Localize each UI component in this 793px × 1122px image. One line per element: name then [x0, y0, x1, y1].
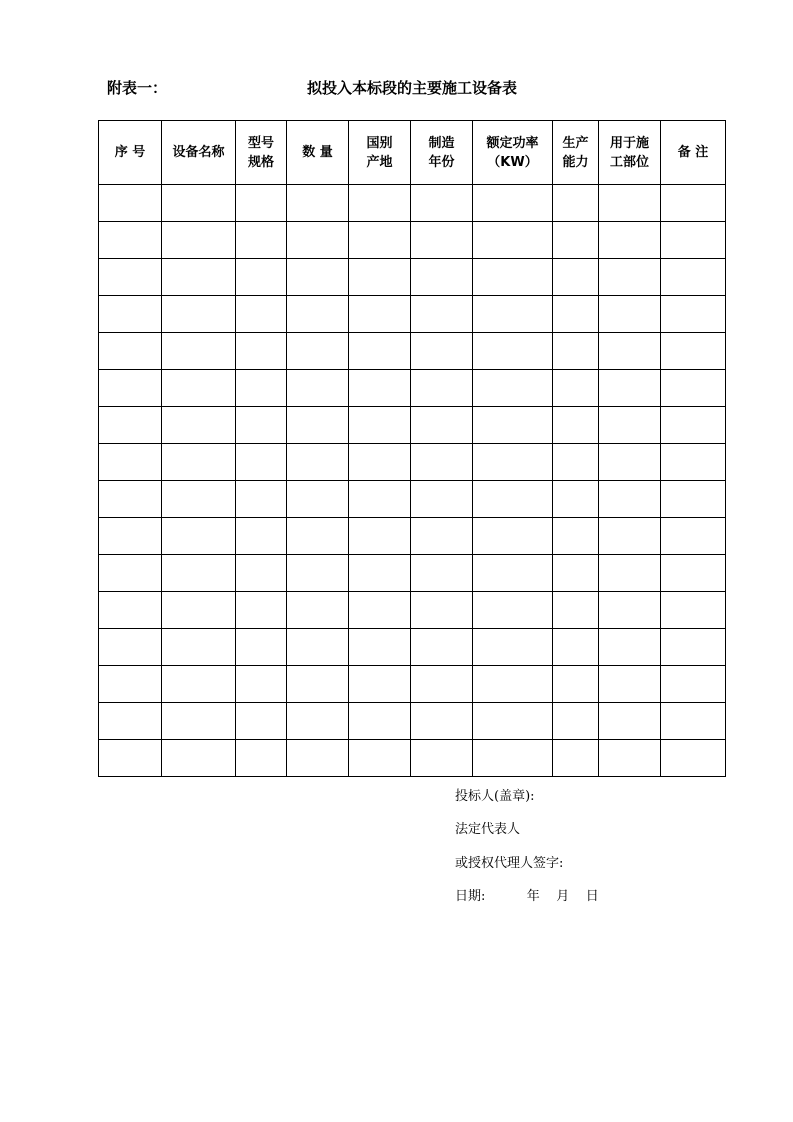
table-cell[interactable] [236, 629, 287, 666]
table-cell[interactable] [99, 555, 162, 592]
table-cell[interactable] [99, 407, 162, 444]
table-cell[interactable] [162, 481, 236, 518]
table-cell[interactable] [661, 259, 726, 296]
table-cell[interactable] [411, 703, 473, 740]
table-cell[interactable] [99, 481, 162, 518]
table-cell[interactable] [287, 555, 349, 592]
table-cell[interactable] [236, 296, 287, 333]
table-row [99, 185, 726, 222]
table-cell[interactable] [162, 592, 236, 629]
table-cell[interactable] [553, 296, 599, 333]
table-cell[interactable] [236, 444, 287, 481]
col-header-quantity: 数 量 [287, 121, 349, 185]
table-row [99, 222, 726, 259]
table-cell[interactable] [661, 740, 726, 777]
table-cell[interactable] [661, 555, 726, 592]
table-cell[interactable] [162, 555, 236, 592]
table-row [99, 740, 726, 777]
table-cell[interactable] [411, 296, 473, 333]
table-row [99, 333, 726, 370]
table-cell[interactable] [599, 481, 661, 518]
table-cell[interactable] [553, 333, 599, 370]
table-cell[interactable] [411, 259, 473, 296]
table-cell[interactable] [473, 555, 553, 592]
date-line: 日期: 年 月 日 [455, 889, 599, 904]
table-cell[interactable] [99, 666, 162, 703]
table-cell[interactable] [553, 185, 599, 222]
table-cell[interactable] [599, 444, 661, 481]
table-cell[interactable] [349, 666, 411, 703]
table-cell[interactable] [236, 370, 287, 407]
table-cell[interactable] [99, 185, 162, 222]
table-cell[interactable] [162, 333, 236, 370]
table-cell[interactable] [553, 592, 599, 629]
table-row [99, 666, 726, 703]
table-cell[interactable] [236, 407, 287, 444]
table-cell[interactable] [599, 518, 661, 555]
table-cell[interactable] [236, 259, 287, 296]
table-cell[interactable] [236, 518, 287, 555]
table-cell[interactable] [349, 555, 411, 592]
table-cell[interactable] [473, 185, 553, 222]
table-cell[interactable] [162, 629, 236, 666]
table-cell[interactable] [349, 703, 411, 740]
table-cell[interactable] [349, 407, 411, 444]
table-cell[interactable] [473, 370, 553, 407]
table-cell[interactable] [287, 703, 349, 740]
table-row [99, 259, 726, 296]
table-cell[interactable] [473, 222, 553, 259]
table-cell[interactable] [287, 333, 349, 370]
table-cell[interactable] [99, 370, 162, 407]
table-cell[interactable] [661, 185, 726, 222]
table-cell[interactable] [553, 407, 599, 444]
table-cell[interactable] [99, 592, 162, 629]
table-cell[interactable] [473, 518, 553, 555]
table-cell[interactable] [553, 481, 599, 518]
table-cell[interactable] [553, 370, 599, 407]
table-cell[interactable] [599, 703, 661, 740]
table-cell[interactable] [349, 296, 411, 333]
col-header-model-spec: 型号 规格 [236, 121, 287, 185]
table-cell[interactable] [162, 259, 236, 296]
table-cell[interactable] [553, 629, 599, 666]
col-header-serial: 序 号 [99, 121, 162, 185]
table-cell[interactable] [661, 296, 726, 333]
table-cell[interactable] [287, 370, 349, 407]
table-cell[interactable] [236, 185, 287, 222]
table-cell[interactable] [349, 592, 411, 629]
table-cell[interactable] [411, 444, 473, 481]
table-cell[interactable] [553, 555, 599, 592]
table-row [99, 703, 726, 740]
table-cell[interactable] [473, 666, 553, 703]
table-cell[interactable] [236, 740, 287, 777]
table-cell[interactable] [661, 518, 726, 555]
table-cell[interactable] [473, 740, 553, 777]
table-cell[interactable] [99, 703, 162, 740]
col-header-remarks: 备 注 [661, 121, 726, 185]
table-cell[interactable] [599, 666, 661, 703]
table-cell[interactable] [99, 259, 162, 296]
table-cell[interactable] [236, 481, 287, 518]
table-cell[interactable] [349, 370, 411, 407]
table-cell[interactable] [236, 592, 287, 629]
table-cell[interactable] [287, 518, 349, 555]
table-cell[interactable] [599, 185, 661, 222]
table-cell[interactable] [287, 222, 349, 259]
table-row [99, 444, 726, 481]
table-cell[interactable] [349, 333, 411, 370]
table-cell[interactable] [411, 666, 473, 703]
table-cell[interactable] [411, 518, 473, 555]
col-header-origin: 国别 产地 [349, 121, 411, 185]
col-header-manufacture-year: 制造 年份 [411, 121, 473, 185]
equipment-table [98, 120, 726, 777]
annex-label: 附表一： [107, 79, 168, 97]
table-cell[interactable] [661, 444, 726, 481]
col-header-equipment-name: 设备名称 [162, 121, 236, 185]
table-cell[interactable] [99, 629, 162, 666]
table-cell[interactable] [99, 740, 162, 777]
table-cell[interactable] [287, 740, 349, 777]
table-cell[interactable] [553, 740, 599, 777]
table-cell[interactable] [553, 703, 599, 740]
table-cell[interactable] [162, 666, 236, 703]
table-cell[interactable] [162, 740, 236, 777]
table-cell[interactable] [287, 296, 349, 333]
table-cell[interactable] [349, 481, 411, 518]
table-cell[interactable] [236, 333, 287, 370]
table-cell[interactable] [599, 629, 661, 666]
table-cell[interactable] [473, 296, 553, 333]
table-cell[interactable] [287, 666, 349, 703]
table-cell[interactable] [553, 222, 599, 259]
table-cell[interactable] [661, 481, 726, 518]
table-row [99, 481, 726, 518]
table-cell[interactable] [287, 444, 349, 481]
table-cell[interactable] [236, 703, 287, 740]
table-cell[interactable] [473, 407, 553, 444]
table-cell[interactable] [287, 407, 349, 444]
table-cell[interactable] [553, 518, 599, 555]
table-cell[interactable] [349, 259, 411, 296]
col-header-rated-power: 额定功率 （KW） [473, 121, 553, 185]
table-row [99, 629, 726, 666]
table-cell[interactable] [473, 333, 553, 370]
table-cell[interactable] [162, 296, 236, 333]
table-cell[interactable] [661, 222, 726, 259]
table-cell[interactable] [553, 666, 599, 703]
table-cell[interactable] [473, 703, 553, 740]
table-row [99, 407, 726, 444]
table-cell[interactable] [599, 222, 661, 259]
table-cell[interactable] [349, 185, 411, 222]
table-cell[interactable] [349, 518, 411, 555]
table-row [99, 592, 726, 629]
table-cell[interactable] [661, 407, 726, 444]
table-cell[interactable] [411, 333, 473, 370]
table-cell[interactable] [162, 370, 236, 407]
table-row [99, 518, 726, 555]
table-cell[interactable] [599, 555, 661, 592]
table-cell[interactable] [599, 296, 661, 333]
document-title: 拟投入本标段的主要施工设备表 [307, 79, 518, 97]
table-cell[interactable] [162, 518, 236, 555]
table-cell[interactable] [349, 444, 411, 481]
table-cell[interactable] [349, 740, 411, 777]
table-cell[interactable] [661, 666, 726, 703]
table-cell[interactable] [287, 481, 349, 518]
legal-representative-line: 法定代表人 [455, 822, 521, 837]
col-header-capacity: 生产 能力 [553, 121, 599, 185]
bidder-seal-line: 投标人(盖章): [455, 789, 535, 804]
table-cell[interactable] [473, 259, 553, 296]
table-cell[interactable] [411, 481, 473, 518]
table-cell[interactable] [599, 407, 661, 444]
table-cell[interactable] [236, 666, 287, 703]
table-cell[interactable] [411, 740, 473, 777]
table-cell[interactable] [553, 444, 599, 481]
table-row [99, 370, 726, 407]
table-cell[interactable] [553, 259, 599, 296]
table-header-row [99, 121, 726, 185]
table-cell[interactable] [99, 333, 162, 370]
table-cell[interactable] [411, 222, 473, 259]
table-body [99, 185, 726, 777]
table-cell[interactable] [473, 481, 553, 518]
table-cell[interactable] [236, 555, 287, 592]
table-cell[interactable] [162, 444, 236, 481]
table-cell[interactable] [99, 296, 162, 333]
authorized-agent-signature-line: 或授权代理人签字: [455, 856, 564, 871]
table-row [99, 555, 726, 592]
table-cell[interactable] [661, 370, 726, 407]
table-cell[interactable] [162, 222, 236, 259]
table-cell[interactable] [661, 333, 726, 370]
table-cell[interactable] [162, 407, 236, 444]
table-cell[interactable] [473, 629, 553, 666]
table-cell[interactable] [473, 444, 553, 481]
table-cell[interactable] [287, 629, 349, 666]
col-header-usage-location: 用于施 工部位 [599, 121, 661, 185]
table-cell[interactable] [349, 629, 411, 666]
table-cell[interactable] [599, 259, 661, 296]
table-row [99, 296, 726, 333]
table-cell[interactable] [411, 592, 473, 629]
table-cell[interactable] [287, 592, 349, 629]
table-cell[interactable] [287, 185, 349, 222]
table-cell[interactable] [411, 407, 473, 444]
table-cell[interactable] [473, 592, 553, 629]
table-cell[interactable] [162, 185, 236, 222]
table-cell[interactable] [287, 259, 349, 296]
table-cell[interactable] [411, 370, 473, 407]
table-cell[interactable] [599, 370, 661, 407]
table-cell[interactable] [236, 222, 287, 259]
table-cell[interactable] [411, 555, 473, 592]
table-cell[interactable] [99, 444, 162, 481]
table-cell[interactable] [599, 333, 661, 370]
table-cell[interactable] [599, 740, 661, 777]
table-cell[interactable] [349, 222, 411, 259]
table-cell[interactable] [162, 703, 236, 740]
table-cell[interactable] [99, 222, 162, 259]
table-cell[interactable] [411, 629, 473, 666]
table-cell[interactable] [661, 592, 726, 629]
table-cell[interactable] [99, 518, 162, 555]
table-cell[interactable] [599, 592, 661, 629]
table-cell[interactable] [411, 185, 473, 222]
table-cell[interactable] [661, 703, 726, 740]
table-cell[interactable] [661, 629, 726, 666]
